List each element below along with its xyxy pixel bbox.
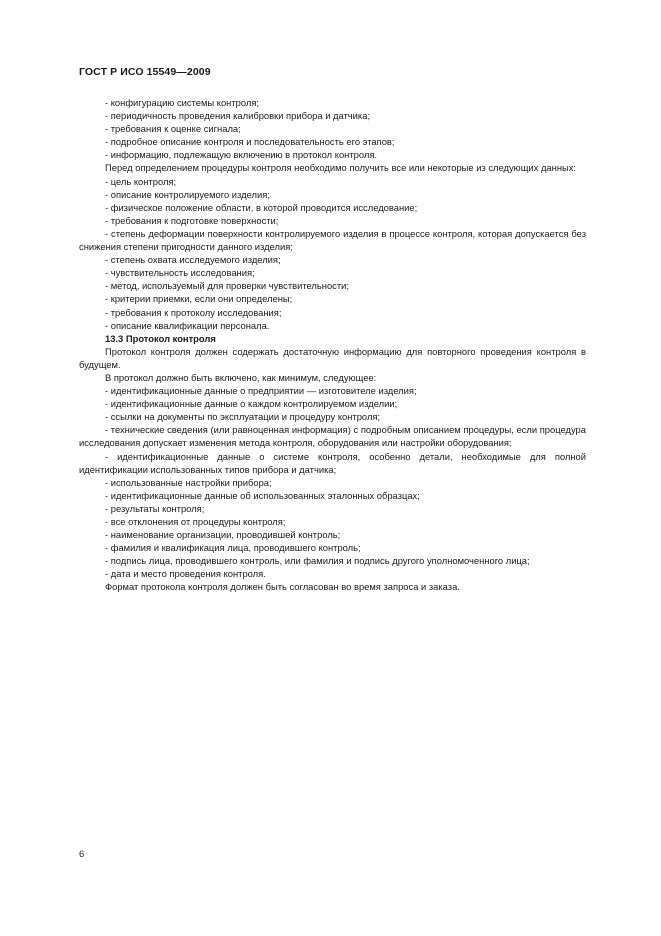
list-item: - идентификационные данные об использованных эталонных образцах; xyxy=(105,489,420,501)
paragraph-deformation: - степень деформации поверхности контролируемого изделия в процессе контроля, которая допускается без снижения степени пригодности данного изделия; xyxy=(79,227,586,253)
list-items-c xyxy=(79,253,586,332)
list-item: - описание квалификации персонала. xyxy=(105,319,270,331)
document-header: ГОСТ Р ИСО 15549—2009 xyxy=(79,66,211,78)
list-item: - подпись лица, проводившего контроль, или фамилия и подпись другого уполномоченного лица; xyxy=(105,555,530,567)
list-item: - все отклонения от процедуры контроля; xyxy=(105,516,286,527)
list-items-e xyxy=(79,476,586,581)
list-item: - идентификационные данные о каждом контролируемом изделии; xyxy=(105,398,398,410)
paragraph-system-id: - идентификационные данные о системе контроля, особенно детали, необходимые для полной идентификации использованных типов прибора и датчика; xyxy=(79,450,586,475)
list-item: - конфигурацию системы контроля; xyxy=(105,97,260,108)
list-item: - фамилия и квалификация лица, проводившего контроль; xyxy=(105,542,361,554)
list-item: - использованные настройки прибора; xyxy=(105,476,272,488)
list-item: - требования к оценке сигнала; xyxy=(105,123,241,135)
section-title: 13.3 Протокол контроля xyxy=(105,332,216,344)
list-items-a xyxy=(79,96,586,161)
list-item: - физическое положение области, в которой проводится исследование; xyxy=(105,201,418,213)
paragraph-report-format: Формат протокола контроля должен быть согласован во время запроса и заказа. xyxy=(105,581,460,593)
list-item: - периодичность проведения калибровки прибора и датчика; xyxy=(105,110,371,122)
paragraph-report-content: Протокол контроля должен содержать достаточную информацию для повторного проведения контроля в будущем. xyxy=(79,345,586,370)
list-item: - наименование организации, проводившей контроль; xyxy=(105,529,341,541)
document-body xyxy=(79,96,586,594)
list-item: - степень охвата исследуемого изделия; xyxy=(105,254,281,266)
list-item: - цель контроля; xyxy=(105,175,177,187)
list-item: - критерии приемки, если они определены; xyxy=(105,293,293,305)
list-item: - информацию, подлежащую включению в протокол контроля. xyxy=(105,149,378,161)
paragraph-intro-data: Перед определением процедуры контроля необходимо получить все или некоторые из следующих данных: xyxy=(105,162,577,174)
list-item: - описание контролируемого изделия; xyxy=(105,188,270,200)
list-item: - требования к протоколу исследования; xyxy=(105,306,282,318)
paragraph-technical-info: - технические сведения (или равноценная информация) с подробным описанием процедуры, если процедура исследования допускает изменения метода контроля, оборудования или настройки оборудования; xyxy=(79,424,586,449)
list-item: - идентификационные данные о предприятии — изготовителе изделия; xyxy=(105,385,417,397)
list-item: - подробное описание контроля и последовательность его этапов; xyxy=(105,136,395,148)
list-items-d xyxy=(79,384,586,423)
list-item: - дата и место проведения контроля. xyxy=(105,568,266,580)
list-item: - ссылки на документы по эксплуатации и процедуру контроля; xyxy=(105,411,381,423)
page-number: 6 xyxy=(79,848,85,859)
list-item: - чувствительность исследования; xyxy=(105,267,255,279)
list-item: - требования к подготовке поверхности; xyxy=(105,214,279,226)
list-items-b xyxy=(79,175,586,227)
list-item: - метод, используемый для проверки чувствительности; xyxy=(105,280,350,292)
paragraph-report-minimum: В протокол должно быть включено, как минимум, следующее: xyxy=(105,371,377,383)
list-item: - результаты контроля; xyxy=(105,502,205,514)
